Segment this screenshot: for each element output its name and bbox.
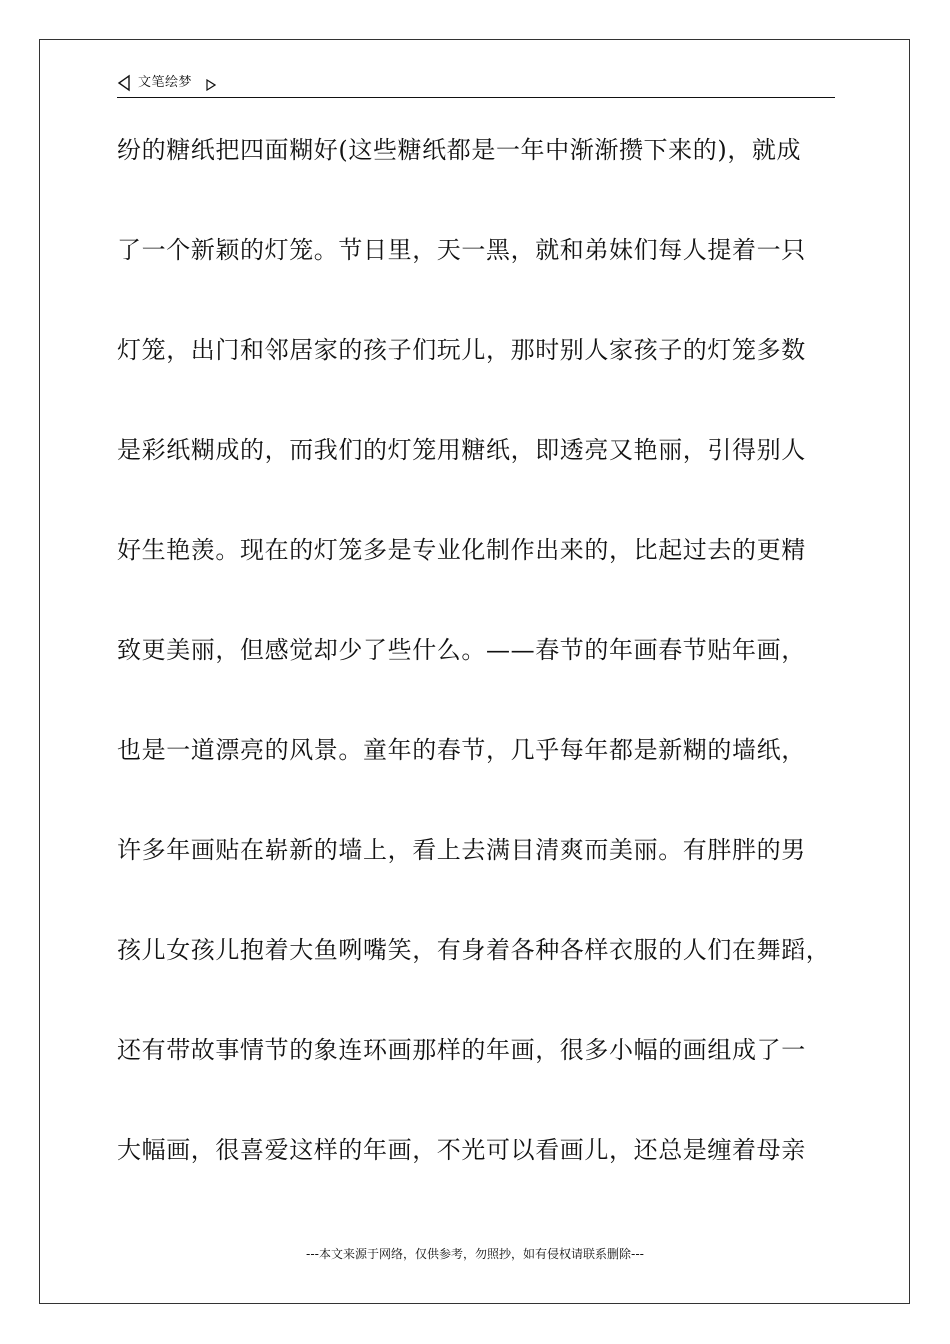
triangle-right-outline-icon — [206, 76, 216, 88]
footer-disclaimer: ---本文来源于网络，仅供参考，勿照抄，如有侵权请联系删除--- — [306, 1247, 644, 1261]
text-line: 灯笼，出门和邻居家的孩子们玩儿，那时别人家孩子的灯笼多数 — [117, 336, 806, 364]
text-line: 是彩纸糊成的，而我们的灯笼用糖纸，即透亮又艳丽，引得别人 — [117, 436, 806, 464]
header-title: 文笔绘梦 — [138, 75, 193, 90]
text-line: 好生艳羡。现在的灯笼多是专业化制作出来的，比起过去的更精 — [117, 536, 806, 564]
text-line: 了一个新颖的灯笼。节日里，天一黑，就和弟妹们每人提着一只 — [117, 236, 806, 264]
text-line: 纷的糖纸把四面糊好(这些糖纸都是一年中渐渐攒下来的)，就成 — [117, 136, 802, 164]
text-line: 还有带故事情节的象连环画那样的年画，很多小幅的画组成了一 — [117, 1036, 806, 1064]
triangle-left-outline-icon — [117, 74, 131, 92]
text-line: 孩儿女孩儿抱着大鱼咧嘴笑，有身着各种各样衣服的人们在舞蹈， — [117, 936, 831, 964]
text-line: 许多年画贴在崭新的墙上，看上去满目清爽而美丽。有胖胖的男 — [117, 836, 806, 864]
text-line: 也是一道漂亮的风景。童年的春节，几乎每年都是新糊的墙纸， — [117, 736, 806, 764]
header-divider — [117, 97, 835, 98]
text-line: 大幅画，很喜爱这样的年画，不光可以看画儿，还总是缠着母亲 — [117, 1136, 806, 1164]
page-header — [117, 72, 835, 98]
text-line: 致更美丽，但感觉却少了些什么。——春节的年画春节贴年画， — [117, 636, 806, 664]
document-body — [117, 128, 847, 1228]
